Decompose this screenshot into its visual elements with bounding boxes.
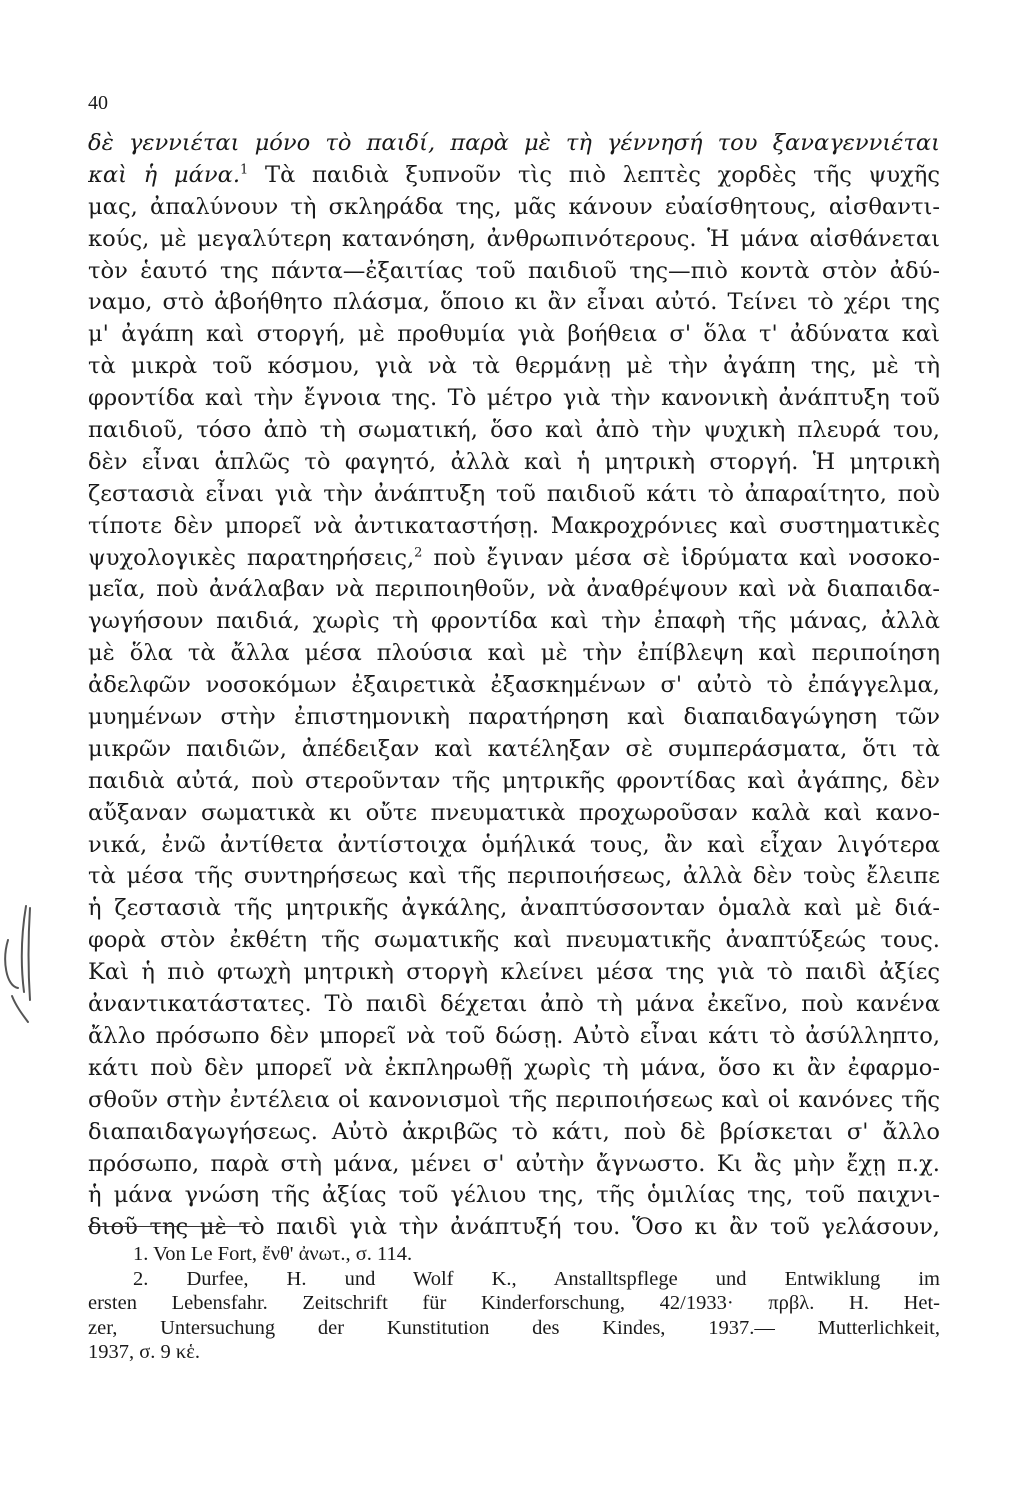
text-line-content: γωγήσουν παιδιά, χωρὶς τὴ φροντίδα καὶ τὴν ἐπαφὴ τῆς μάνας, ἀλλὰ <box>88 608 940 635</box>
text-line <box>88 415 940 447</box>
text-line-content: μας, ἀπαλύνουν τὴ σκληράδα της, μᾶς κάνουν εὐαίσθητους, αἰσθαντι- <box>88 193 940 220</box>
text-line <box>88 256 940 288</box>
text-line <box>88 543 940 575</box>
text-line-content: κάτι ποὺ δὲν μπορεῖ νὰ ἐκπληρωθῇ χωρὶς τὴ μάνα, ὅσο κι ἂν ἐφαρμο- <box>88 1054 940 1081</box>
text-line-content: μεῖα, ποὺ ἀνάλαβαν νὰ περιποιηθοῦν, νὰ ἀναθρέψουν καὶ νὰ διαπαιδα- <box>88 576 940 603</box>
text-line-content: ἡ ζεστασιὰ τῆς μητρικῆς ἀγκάλης, ἀναπτύσσονταν ὁμαλὰ καὶ μὲ διά- <box>88 895 940 922</box>
text-line <box>88 1180 940 1212</box>
text-line <box>88 479 940 511</box>
footnote-line: 2. Durfee, H. und Wolf K., Anstalltspflege und Entwiklung im <box>133 1267 940 1290</box>
text-line <box>88 957 940 989</box>
text-line-content: μικρῶν παιδιῶν, ἀπέδειξαν καὶ κατέληξαν σὲ συμπεράσματα, ὅτι τὰ <box>88 735 940 762</box>
text-line-content: σθοῦν στὴν ἐντέλεια οἱ κανονισμοὶ τῆς περιποιήσεως καὶ οἱ κανόνες τῆς <box>88 1086 940 1113</box>
text-line-content: καὶ ἡ μάνα. <box>88 161 241 188</box>
text-line <box>88 1021 940 1053</box>
text-line-content: διοῦ της μὲ τὸ παιδὶ γιὰ τὴν ἀνάπτυξή του. Ὅσο κι ἂν τοῦ γελάσουν, <box>88 1214 940 1241</box>
text-line-content: Καὶ ἡ πιὸ φτωχὴ μητρικὴ στοργὴ κλείνει μέσα της γιὰ τὸ παιδὶ ἀξίες <box>88 959 940 986</box>
footnote-line: 1. Von Le Fort, ἔνθ' ἀνωτ., σ. 114. <box>133 1243 413 1265</box>
text-line-content: τὰ μέσα τῆς συντηρήσεως καὶ τῆς περιποιήσεως, ἀλλὰ δὲν τοὺς ἔλειπε <box>88 863 940 890</box>
text-line-content: παιδιοῦ, τόσο ἀπὸ τὴ σωματική, ὅσο καὶ ἀπὸ τὴν ψυχικὴ πλευρά του, <box>88 417 940 444</box>
text-line <box>88 1212 940 1244</box>
text-line <box>88 160 940 192</box>
text-line-content: πρόσωπο, παρὰ στὴ μάνα, μένει σ' αὐτὴν ἄγνωστο. Κι ἂς μὴν ἔχῃ π.χ. <box>88 1150 940 1177</box>
page-number: 40 <box>88 92 108 114</box>
text-line <box>88 1085 940 1117</box>
body-text <box>88 128 940 1244</box>
text-line-content: μυημένων στὴν ἐπιστημονικὴ παρατήρηση καὶ διαπαιδαγώγηση τῶν <box>88 704 940 731</box>
text-line-content: τίποτε δὲν μπορεῖ νὰ ἀντικαταστήσῃ. Μακροχρόνιες καὶ συστηματικὲς <box>88 512 940 539</box>
text-line-content: διαπαιδαγωγήσεως. Αὐτὸ ἀκριβῶς τὸ κάτι, ποὺ δὲ βρίσκεται σ' ἄλλο <box>88 1118 940 1145</box>
text-line <box>88 766 940 798</box>
footnote-line: zer, Untersuchung der Kunstitution des Kindes, 1937.— Mutterlichkeit, <box>88 1316 940 1339</box>
footnote-line: ersten Lebensfahr. Zeitschrift für Kinderforschung, 42/1933· πρβλ. H. Het- <box>88 1292 940 1314</box>
text-line <box>88 830 940 862</box>
text-line-content: μὲ ὅλα τὰ ἄλλα μέσα πλούσια καὶ μὲ τὴν ἐπίβλεψη καὶ περιποίηση <box>88 640 940 667</box>
text-line <box>88 861 940 893</box>
text-line-content: νικά, ἐνῶ ἀντίθετα ἀντίστοιχα ὁμήλικά τους, ἂν καὶ εἶχαν λιγότερα <box>88 831 940 858</box>
footnote-reference: 1 <box>240 162 249 178</box>
text-line-content: φροντίδα καὶ τὴν ἔγνοια της. Τὸ μέτρο γιὰ τὴν κανονικὴ ἀνάπτυξη τοῦ <box>88 385 940 412</box>
footnote-reference: 2 <box>414 545 423 561</box>
footnote-separator-rule <box>88 1226 252 1227</box>
text-line-continuation: ποὺ ἔγιναν μέσα σὲ ἱδρύματα καὶ νοσοκο- <box>422 544 940 571</box>
text-line <box>88 383 940 415</box>
text-line <box>88 574 940 606</box>
text-line <box>88 511 940 543</box>
text-line <box>88 606 940 638</box>
text-line <box>88 224 940 256</box>
text-line-content: ἀναντικατάστατες. Τὸ παιδὶ δέχεται ἀπὸ τὴ μάνα ἐκεῖνο, ποὺ κανένα <box>88 991 940 1018</box>
text-line-content: ἀδελφῶν νοσοκόμων ἐξαιρετικὰ ἐξασκημένων σ' αὐτὸ τὸ ἐπάγγελμα, <box>88 672 940 699</box>
handwritten-margin-mark <box>0 900 40 1030</box>
text-line-content: κούς, μὲ μεγαλύτερη κατανόηση, ἀνθρωπινότερους. Ἡ μάνα αἰσθάνεται <box>88 225 940 252</box>
footnote-line: 1937, σ. 9 κἑ. <box>88 1341 200 1363</box>
text-line <box>88 798 940 830</box>
text-line <box>88 192 940 224</box>
text-line <box>88 734 940 766</box>
text-line-content: παιδιὰ αὐτά, ποὺ στεροῦνταν τῆς μητρικῆς φροντίδας καὶ ἀγάπης, δὲν <box>88 767 940 794</box>
text-line-content: ναμο, στὸ ἀβοήθητο πλάσμα, ὅποιο κι ἂν εἶναι αὐτό. Τείνει τὸ χέρι της <box>88 289 940 316</box>
text-line <box>88 128 940 160</box>
text-line <box>88 670 940 702</box>
text-line <box>88 1149 940 1181</box>
text-line-content: τὸν ἑαυτό της πάντα—ἐξαιτίας τοῦ παιδιοῦ της—πιὸ κοντὰ στὸν ἀδύ- <box>88 257 940 284</box>
text-line-content: φορὰ στὸν ἐκθέτη τῆς σωματικῆς καὶ πνευματικῆς ἀναπτύξεώς τους. <box>88 927 940 954</box>
text-line <box>88 925 940 957</box>
text-line <box>88 287 940 319</box>
text-line <box>88 638 940 670</box>
text-line <box>88 447 940 479</box>
text-line <box>88 319 940 351</box>
text-line-content: μ' ἀγάπη καὶ στοργή, μὲ προθυμία γιὰ βοήθεια σ' ὅλα τ' ἀδύνατα καὶ <box>88 321 940 348</box>
text-line-content: αὔξαναν σωματικὰ κι οὔτε πνευματικὰ προχωροῦσαν καλὰ καὶ κανο- <box>88 799 940 826</box>
text-line <box>88 1117 940 1149</box>
text-line-content: τὰ μικρὰ τοῦ κόσμου, γιὰ νὰ τὰ θερμάνῃ μὲ τὴν ἀγάπη της, μὲ τὴ <box>88 353 940 380</box>
text-line <box>88 893 940 925</box>
footnotes <box>88 1242 940 1365</box>
text-line-content: ἡ μάνα γνώση τῆς ἀξίας τοῦ γέλιου της, τῆς ὁμιλίας της, τοῦ παιχνι- <box>88 1182 940 1209</box>
text-line-content: ψυχολογικὲς παρατηρήσεις, <box>88 544 415 571</box>
text-line-content: ἄλλο πρόσωπο δὲν μπορεῖ νὰ τοῦ δώσῃ. Αὐτὸ εἶναι κάτι τὸ ἀσύλληπτο, <box>88 1022 940 1049</box>
text-line <box>88 351 940 383</box>
text-line-content: δὲν εἶναι ἁπλῶς τὸ φαγητό, ἀλλὰ καὶ ἡ μητρικὴ στοργή. Ἡ μητρικὴ <box>88 448 940 475</box>
text-line-content: δὲ γεννιέται μόνο τὸ παιδί, παρὰ μὲ τὴ γέννησή του ξαναγεννιέται <box>88 130 940 156</box>
text-line <box>88 989 940 1021</box>
text-line <box>88 702 940 734</box>
text-line-continuation: Τὰ παιδιὰ ξυπνοῦν τὶς πιὸ λεπτὲς χορδὲς τῆς ψυχῆς <box>248 161 940 188</box>
text-line <box>88 1053 940 1085</box>
text-line-content: ζεστασιὰ εἶναι γιὰ τὴν ἀνάπτυξη τοῦ παιδιοῦ κάτι τὸ ἀπαραίτητο, ποὺ <box>88 480 940 507</box>
